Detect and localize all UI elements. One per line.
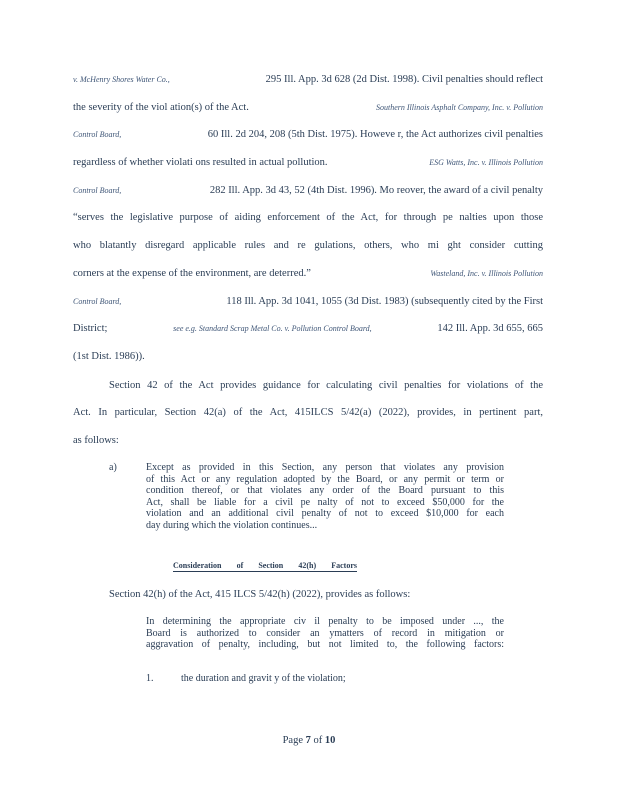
case-citation: Control Board, [73,186,122,195]
text-run: as follows: [73,435,119,446]
paragraph-line [73,295,543,309]
case-citation: v. McHenry Shores Water Co., [73,75,170,84]
case-citation: Control Board, [73,297,122,306]
text-run: “serves the legislative purpose of aiding enforcement of the Act, for through pe nalties upon those [73,212,543,223]
block-quote [146,616,504,651]
paragraph-line [73,322,543,336]
text-run: Section 42 of the Act provides guidance for calculating civil penalties for violations of the [109,380,543,391]
case-citation: ESG Watts, Inc. v. Illinois Pollution [429,158,543,167]
text-run: 295 Ill. App. 3d 628 (2d Dist. 1998). Civil penalties should reflect [265,74,543,85]
factor-number: 1. [146,673,154,684]
paragraph-line [73,128,543,142]
case-citation: see e.g. Standard Scrap Metal Co. v. Pollution Control Board, [173,324,372,333]
quote-line: Board is authorized to consider an ymatters of record in mitigation or [146,627,504,639]
text-run: Act. In particular, Section 42(a) of the Act, 415ILCS 5/42(a) (2022), provides, in pertinent part, [73,407,543,418]
text-run: who blatantly disregard applicable rules and re gulations, others, who mi ght consider cutting [73,240,543,251]
footer-of: of [313,735,323,746]
case-citation: Wasteland, Inc. v. Illinois Pollution [430,269,543,278]
quote-line: day during which the violation continues... [146,519,318,531]
paragraph-line [109,588,543,602]
quote-line: Except as provided in this Section, any person that violates any provision [146,462,504,473]
text-run: District; [73,323,108,334]
text-run: 282 Ill. App. 3d 43, 52 (4th Dist. 1996). Mo reover, the award of a civil penalty [209,185,543,196]
paragraph-line [73,434,543,448]
section-heading: Consideration of Section 42(h) Factors [173,561,357,570]
quote-line: aggravation of penalty, including, but not limited to, the following factors: [146,639,504,651]
page-total: 10 [324,735,336,746]
text-run: 118 Ill. App. 3d 1041, 1055 (3d Dist. 1983) (subsequently cited by the First [226,296,543,307]
paragraph-line [73,350,543,364]
block-quote [146,462,504,532]
footer-prefix: Page [282,735,304,746]
page-footer [0,735,618,746]
paragraph-line [73,73,543,87]
text-run: the severity of the viol ation(s) of the Act. [73,102,249,113]
list-marker: a) [109,462,117,473]
text-run: 60 Ill. 2d 204, 208 (5th Dist. 1975). Howeve r, the Act authorizes civil penalties [207,129,543,140]
text-run: 142 Ill. App. 3d 655, 665 [437,323,543,334]
paragraph-line [73,239,543,253]
paragraph-line [73,156,543,170]
paragraph-line [109,379,543,393]
paragraph-line [73,184,543,198]
quote-line: Act, shall be liable for a civil pe nalty of not to exceed $50,000 for the [146,496,504,508]
page-number: 7 [305,735,311,746]
text-run: (1st Dist. 1986)). [73,351,145,362]
quote-line: of this Act or any regulation adopted by the Board, or any permit or term or [146,473,504,485]
paragraph-line [73,406,543,420]
text-run: regardless of whether violati ons resulted in actual pollution. [73,157,328,168]
quote-line: condition thereof, or that violates any order of the Board pursuant to this [146,485,504,497]
text-run: Section 42(h) of the Act, 415 ILCS 5/42(h) (2022), provides as follows: [109,589,411,600]
quote-line: In determining the appropriate civ il penalty to be imposed under ..., the [146,616,504,627]
case-citation: Southern Illinois Asphalt Company, Inc. v. Pollution [375,103,543,112]
paragraph-line [73,267,543,281]
paragraph-line [73,101,543,115]
factor-text: the duration and gravit y of the violation; [181,673,346,684]
text-run: corners at the expense of the environment, are deterred.” [73,268,311,279]
paragraph-line [73,211,543,225]
quote-line: violation and an additional civil penalty of not to exceed $10,000 for each [146,508,504,520]
case-citation: Control Board, [73,130,122,139]
